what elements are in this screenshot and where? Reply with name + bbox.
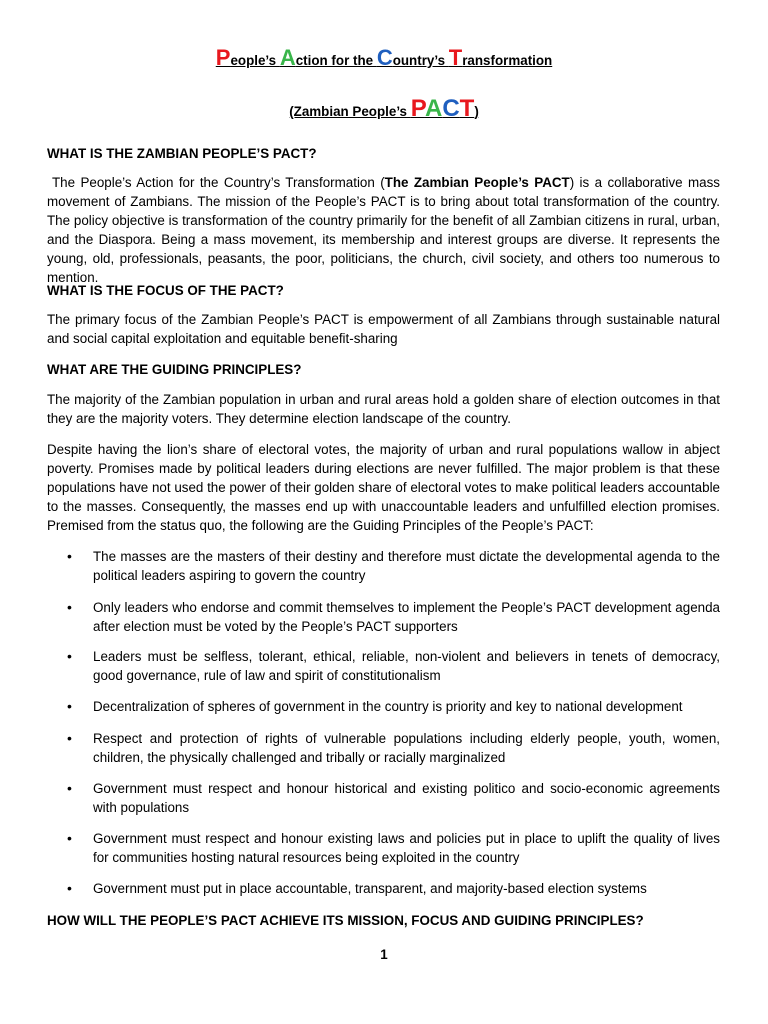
document-title	[0, 46, 768, 73]
section-heading-what-is: WHAT IS THE ZAMBIAN PEOPLE’S PACT?	[47, 146, 317, 161]
list-item	[67, 779, 720, 817]
list-item-text: Respect and protection of rights of vulnerable populations including elderly people, youth, women, children, the physically challenged and tribally or racially marginalized	[93, 731, 720, 765]
bullet-icon: •	[67, 548, 72, 564]
bullet-icon: •	[67, 880, 72, 896]
list-item-text: Government must put in place accountable, transparent, and majority-based election systems	[93, 881, 647, 896]
title-word-4: ransformation	[462, 53, 553, 68]
what-is-text-start: The People’s Action for the Country’s Transformation (	[52, 175, 385, 190]
title-letter-t: T	[448, 45, 463, 70]
list-item	[67, 697, 720, 716]
list-item-text: Leaders must be selfless, tolerant, ethical, reliable, non-violent and believers in tenets of democracy, good governance, rule of law and spirit of constitutionalism	[93, 649, 720, 683]
title-word-3: ountry’s	[392, 53, 449, 68]
section-heading-focus: WHAT IS THE FOCUS OF THE PACT?	[47, 283, 284, 298]
paragraph-what-is	[47, 173, 720, 287]
list-item-text: The masses are the masters of their destiny and therefore must dictate the developmental agenda to the political leaders aspiring to govern the country	[93, 549, 720, 583]
subtitle-letter-t: T	[459, 95, 475, 122]
list-item-text: Government must respect and honour existing laws and policies put in place to uplift the quality of lives for communities hosting natural resources being exploited in the country	[93, 831, 720, 865]
list-item-text: Decentralization of spheres of government in the country is priority and key to national development	[93, 699, 683, 714]
title-letter-p: P	[215, 45, 231, 70]
section-heading-principles: WHAT ARE THE GUIDING PRINCIPLES?	[47, 362, 302, 377]
subtitle-letter-p: P	[410, 95, 425, 122]
bullet-icon: •	[67, 780, 72, 796]
section-heading-how: HOW WILL THE PEOPLE’S PACT ACHIEVE ITS MISSION, FOCUS AND GUIDING PRINCIPLES?	[47, 913, 644, 928]
list-item-text: Only leaders who endorse and commit themselves to implement the People’s PACT development agenda after election must be voted by the People’s PACT supporters	[93, 600, 720, 634]
title-letter-a: A	[279, 45, 296, 70]
paragraph-principles-2: Despite having the lion’s share of electoral votes, the majority of urban and rural populations wallow in abject poverty. Promises made by political leaders during elections are never fulfilled. The major problem is that these populations have not used the power of their golden share of electoral votes to make political leaders accountable to the masses. Consequently, the masses end up with unaccountable leaders and unfulfilled election promises. Premised from the status quo, the following are the Guiding Principles of the People’s PACT:	[47, 442, 720, 533]
paragraph-focus: The primary focus of the Zambian People’s PACT is empowerment of all Zambians through sustainable natural and social capital exploitation and equitable benefit-sharing	[47, 312, 720, 346]
list-item	[67, 647, 720, 685]
subtitle-prefix: (Zambian People’s	[289, 104, 411, 119]
what-is-text-bold: The Zambian People’s PACT	[384, 175, 570, 190]
list-item-text: Government must respect and honour historical and existing politico and socio-economic agreements with populations	[93, 781, 720, 815]
list-item	[67, 598, 720, 636]
title-letter-c: C	[376, 45, 393, 70]
list-item	[67, 879, 720, 898]
bullet-icon: •	[67, 648, 72, 664]
subtitle-letter-a: A	[424, 95, 443, 122]
subtitle-letter-c: C	[442, 95, 460, 122]
list-item	[67, 829, 720, 867]
subtitle-suffix: )	[474, 104, 479, 119]
paragraph-principles-1: The majority of the Zambian population in urban and rural areas hold a golden share of election outcomes in that they are the majority voters. They determine election landscape of the country.	[47, 392, 720, 426]
title-word-1: eople’s	[230, 53, 280, 68]
bullet-icon: •	[67, 698, 72, 714]
list-item	[67, 729, 720, 767]
bullet-icon: •	[67, 730, 72, 746]
list-item	[67, 547, 720, 585]
title-word-2: ction for the	[295, 53, 377, 68]
what-is-text-end: ) is a collaborative mass movement of Zambians. The mission of the People’s PACT is to bring about total transformation of the country. The policy objective is transformation of the country primarily for the benefit of all Zambian citizens in rural, urban, and the Diaspora. Being a mass movement, its membership and interest groups are diverse. It represents the young, old, professionals, peasants, the poor, politicians, the church, civil society, and others too numerous to mention.	[47, 175, 720, 285]
bullet-icon: •	[67, 599, 72, 615]
bullet-icon: •	[67, 830, 72, 846]
document-subtitle	[0, 96, 768, 125]
page-number: 1	[380, 947, 388, 962]
